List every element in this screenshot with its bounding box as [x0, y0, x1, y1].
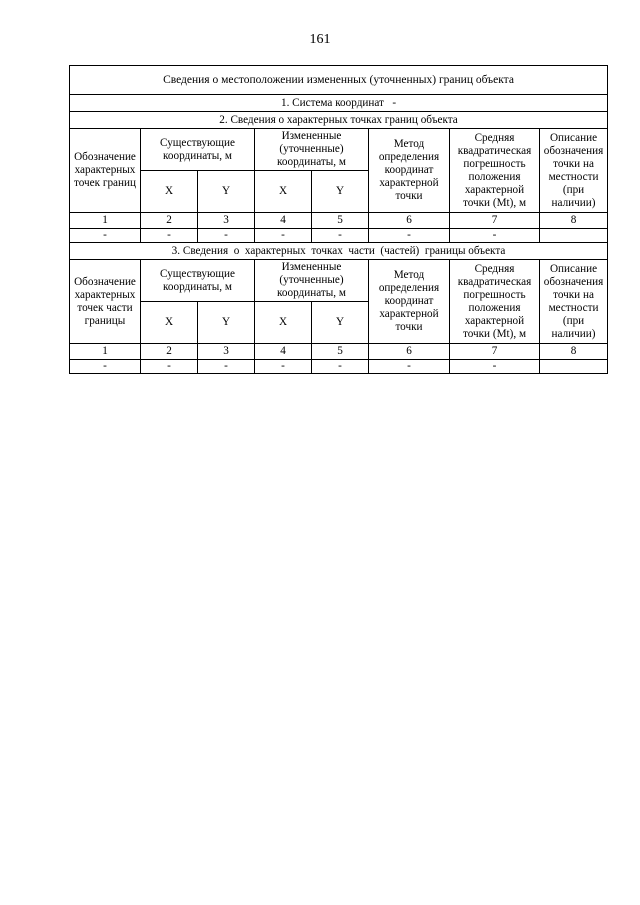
column-number: 6	[369, 344, 450, 360]
header-x-existing: X	[141, 171, 198, 213]
table-row	[70, 229, 608, 243]
table-cell: -	[255, 360, 312, 374]
table-cell: -	[255, 229, 312, 243]
section3-title: 3. Сведения о характерных точках части (частей) границы объекта	[70, 243, 608, 260]
table-cell: -	[450, 229, 540, 243]
column-number: 4	[255, 344, 312, 360]
header-mean-error: Средняя квадратическая погрешность положения характерной точки (Mt), м	[450, 260, 540, 344]
table-cell: -	[198, 229, 255, 243]
header-changed-coords: Измененные (уточненные) координаты, м	[255, 260, 369, 302]
column-number: 7	[450, 344, 540, 360]
table-title: Сведения о местоположении измененных (уточненных) границ объекта	[70, 66, 608, 95]
column-number: 5	[312, 213, 369, 229]
table-cell	[540, 360, 608, 374]
table-cell: -	[450, 360, 540, 374]
column-number: 2	[141, 213, 198, 229]
header-description: Описание обозначения точки на местности (при наличии)	[540, 129, 608, 213]
table-cell: -	[70, 229, 141, 243]
header-existing-coords: Существующие координаты, м	[141, 260, 255, 302]
header-y-existing: Y	[198, 302, 255, 344]
header-changed-coords: Измененные (уточненные) координаты, м	[255, 129, 369, 171]
header-method: Метод определения координат характерной точки	[369, 260, 450, 344]
table-cell: -	[141, 360, 198, 374]
table-cell	[540, 229, 608, 243]
header-point-designation: Обозначение характерных точек части границы	[70, 260, 141, 344]
table-cell: -	[369, 229, 450, 243]
column-number: 7	[450, 213, 540, 229]
column-number: 8	[540, 344, 608, 360]
boundary-info-table	[69, 65, 608, 374]
column-number: 3	[198, 344, 255, 360]
column-number: 8	[540, 213, 608, 229]
table-cell: -	[312, 360, 369, 374]
header-x-changed: X	[255, 302, 312, 344]
column-number: 3	[198, 213, 255, 229]
header-description: Описание обозначения точки на местности (при наличии)	[540, 260, 608, 344]
header-y-changed: Y	[312, 171, 369, 213]
table-cell: -	[369, 360, 450, 374]
header-method: Метод определения координат характерной точки	[369, 129, 450, 213]
column-number: 5	[312, 344, 369, 360]
page-number: 161	[309, 32, 331, 47]
column-number: 1	[70, 213, 141, 229]
header-y-existing: Y	[198, 171, 255, 213]
column-number: 2	[141, 344, 198, 360]
header-x-changed: X	[255, 171, 312, 213]
header-mean-error: Средняя квадратическая погрешность положения характерной точки (Mt), м	[450, 129, 540, 213]
table-cell: -	[70, 360, 141, 374]
header-x-existing: X	[141, 302, 198, 344]
header-y-changed: Y	[312, 302, 369, 344]
table-row	[70, 360, 608, 374]
header-existing-coords: Существующие координаты, м	[141, 129, 255, 171]
table-cell: -	[312, 229, 369, 243]
table-cell: -	[198, 360, 255, 374]
column-number: 1	[70, 344, 141, 360]
section2-title: 2. Сведения о характерных точках границ объекта	[70, 112, 608, 129]
coordinate-system-row: 1. Система координат -	[70, 95, 608, 112]
column-number-row	[70, 213, 608, 229]
table-cell: -	[141, 229, 198, 243]
column-number: 6	[369, 213, 450, 229]
column-number-row	[70, 344, 608, 360]
column-number: 4	[255, 213, 312, 229]
header-point-designation: Обозначение характерных точек границ	[70, 129, 141, 213]
